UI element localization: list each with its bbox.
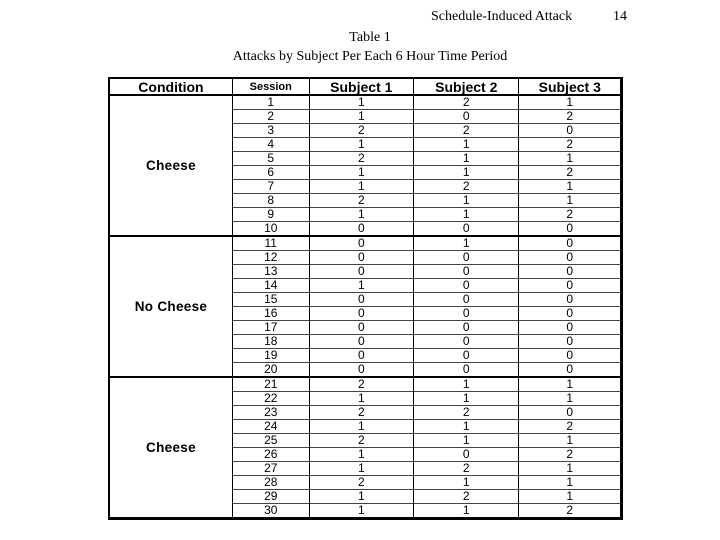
subject-2-cell: 1 [414, 194, 519, 208]
header-subject-1: Subject 1 [309, 78, 413, 95]
session-cell: 1 [232, 95, 309, 110]
condition-cell: Cheese [109, 377, 232, 519]
subject-3-cell: 0 [519, 265, 622, 279]
subject-3-cell: 2 [519, 110, 622, 124]
session-cell: 18 [232, 335, 309, 349]
subject-2-cell: 0 [414, 448, 519, 462]
session-cell: 7 [232, 180, 309, 194]
header-session: Session [232, 78, 309, 95]
session-cell: 25 [232, 434, 309, 448]
subject-1-cell: 1 [309, 448, 413, 462]
subject-3-cell: 1 [519, 180, 622, 194]
session-cell: 26 [232, 448, 309, 462]
session-cell: 19 [232, 349, 309, 363]
subject-2-cell: 0 [414, 307, 519, 321]
subject-1-cell: 0 [309, 265, 413, 279]
subject-2-cell: 0 [414, 321, 519, 335]
subject-2-cell: 1 [414, 377, 519, 392]
subject-1-cell: 0 [309, 307, 413, 321]
condition-cell: Cheese [109, 95, 232, 236]
subject-3-cell: 2 [519, 448, 622, 462]
subject-2-cell: 0 [414, 335, 519, 349]
subject-2-cell: 2 [414, 406, 519, 420]
session-cell: 10 [232, 222, 309, 237]
subject-3-cell: 0 [519, 236, 622, 251]
subject-2-cell: 1 [414, 420, 519, 434]
subject-3-cell: 1 [519, 490, 622, 504]
table-row [109, 95, 622, 110]
subject-1-cell: 0 [309, 349, 413, 363]
subject-3-cell: 2 [519, 504, 622, 519]
subject-3-cell: 0 [519, 307, 622, 321]
subject-1-cell: 2 [309, 152, 413, 166]
table-header-row [109, 78, 622, 95]
subject-2-cell: 1 [414, 208, 519, 222]
session-cell: 20 [232, 363, 309, 378]
subject-2-cell: 2 [414, 95, 519, 110]
page-number: 14 [613, 9, 627, 24]
subject-3-cell: 0 [519, 406, 622, 420]
subject-3-cell: 1 [519, 95, 622, 110]
session-cell: 28 [232, 476, 309, 490]
subject-3-cell: 1 [519, 434, 622, 448]
subject-2-cell: 1 [414, 476, 519, 490]
subject-2-cell: 0 [414, 293, 519, 307]
subject-1-cell: 1 [309, 420, 413, 434]
subject-1-cell: 0 [309, 222, 413, 237]
header-condition: Condition [109, 78, 232, 95]
session-cell: 29 [232, 490, 309, 504]
subject-2-cell: 2 [414, 180, 519, 194]
subject-3-cell: 0 [519, 251, 622, 265]
subject-2-cell: 0 [414, 251, 519, 265]
subject-1-cell: 2 [309, 194, 413, 208]
running-head-title: Schedule-Induced Attack [431, 9, 573, 24]
table-row [109, 377, 622, 392]
session-cell: 27 [232, 462, 309, 476]
subject-2-cell: 0 [414, 265, 519, 279]
subject-1-cell: 0 [309, 251, 413, 265]
condition-cell: No Cheese [109, 236, 232, 377]
table-title: Attacks by Subject Per Each 6 Hour Time Period [232, 49, 508, 64]
session-cell: 22 [232, 392, 309, 406]
subject-2-cell: 0 [414, 110, 519, 124]
subject-1-cell: 2 [309, 476, 413, 490]
subject-3-cell: 1 [519, 392, 622, 406]
session-cell: 23 [232, 406, 309, 420]
session-cell: 13 [232, 265, 309, 279]
subject-2-cell: 2 [414, 124, 519, 138]
session-cell: 16 [232, 307, 309, 321]
session-cell: 8 [232, 194, 309, 208]
subject-1-cell: 2 [309, 406, 413, 420]
subject-2-cell: 2 [414, 462, 519, 476]
subject-1-cell: 1 [309, 110, 413, 124]
session-cell: 30 [232, 504, 309, 519]
subject-1-cell: 1 [309, 504, 413, 519]
session-cell: 5 [232, 152, 309, 166]
subject-1-cell: 2 [309, 434, 413, 448]
subject-1-cell: 1 [309, 392, 413, 406]
subject-1-cell: 1 [309, 166, 413, 180]
subject-3-cell: 0 [519, 349, 622, 363]
subject-2-cell: 2 [414, 490, 519, 504]
session-cell: 21 [232, 377, 309, 392]
subject-1-cell: 1 [309, 279, 413, 293]
subject-2-cell: 0 [414, 349, 519, 363]
subject-1-cell: 0 [309, 363, 413, 378]
session-cell: 11 [232, 236, 309, 251]
subject-1-cell: 0 [309, 321, 413, 335]
subject-3-cell: 0 [519, 363, 622, 378]
subject-2-cell: 0 [414, 222, 519, 237]
subject-2-cell: 1 [414, 236, 519, 251]
subject-3-cell: 1 [519, 476, 622, 490]
subject-2-cell: 1 [414, 166, 519, 180]
subject-3-cell: 2 [519, 420, 622, 434]
session-cell: 2 [232, 110, 309, 124]
subject-3-cell: 1 [519, 377, 622, 392]
subject-1-cell: 1 [309, 95, 413, 110]
subject-1-cell: 1 [309, 490, 413, 504]
session-cell: 4 [232, 138, 309, 152]
subject-2-cell: 0 [414, 363, 519, 378]
subject-2-cell: 1 [414, 152, 519, 166]
subject-2-cell: 1 [414, 504, 519, 519]
session-cell: 17 [232, 321, 309, 335]
subject-3-cell: 2 [519, 138, 622, 152]
session-cell: 9 [232, 208, 309, 222]
header-subject-2: Subject 2 [414, 78, 519, 95]
subject-3-cell: 1 [519, 152, 622, 166]
attacks-table [108, 77, 623, 520]
subject-1-cell: 2 [309, 377, 413, 392]
subject-2-cell: 0 [414, 279, 519, 293]
subject-2-cell: 1 [414, 138, 519, 152]
session-cell: 6 [232, 166, 309, 180]
subject-2-cell: 1 [414, 392, 519, 406]
subject-1-cell: 0 [309, 293, 413, 307]
subject-3-cell: 2 [519, 208, 622, 222]
subject-1-cell: 2 [309, 124, 413, 138]
subject-1-cell: 0 [309, 335, 413, 349]
session-cell: 12 [232, 251, 309, 265]
subject-3-cell: 0 [519, 321, 622, 335]
session-cell: 15 [232, 293, 309, 307]
subject-3-cell: 0 [519, 335, 622, 349]
table-row [109, 236, 622, 251]
session-cell: 14 [232, 279, 309, 293]
subject-3-cell: 0 [519, 222, 622, 237]
subject-3-cell: 1 [519, 194, 622, 208]
subject-2-cell: 1 [414, 434, 519, 448]
session-cell: 3 [232, 124, 309, 138]
subject-3-cell: 0 [519, 293, 622, 307]
table-body [109, 95, 622, 519]
table-label: Table 1 [349, 30, 391, 45]
subject-1-cell: 1 [309, 208, 413, 222]
subject-1-cell: 1 [309, 138, 413, 152]
subject-1-cell: 0 [309, 236, 413, 251]
subject-1-cell: 1 [309, 462, 413, 476]
subject-1-cell: 1 [309, 180, 413, 194]
subject-3-cell: 1 [519, 462, 622, 476]
header-subject-3: Subject 3 [519, 78, 622, 95]
subject-3-cell: 0 [519, 124, 622, 138]
subject-3-cell: 0 [519, 279, 622, 293]
subject-3-cell: 2 [519, 166, 622, 180]
session-cell: 24 [232, 420, 309, 434]
